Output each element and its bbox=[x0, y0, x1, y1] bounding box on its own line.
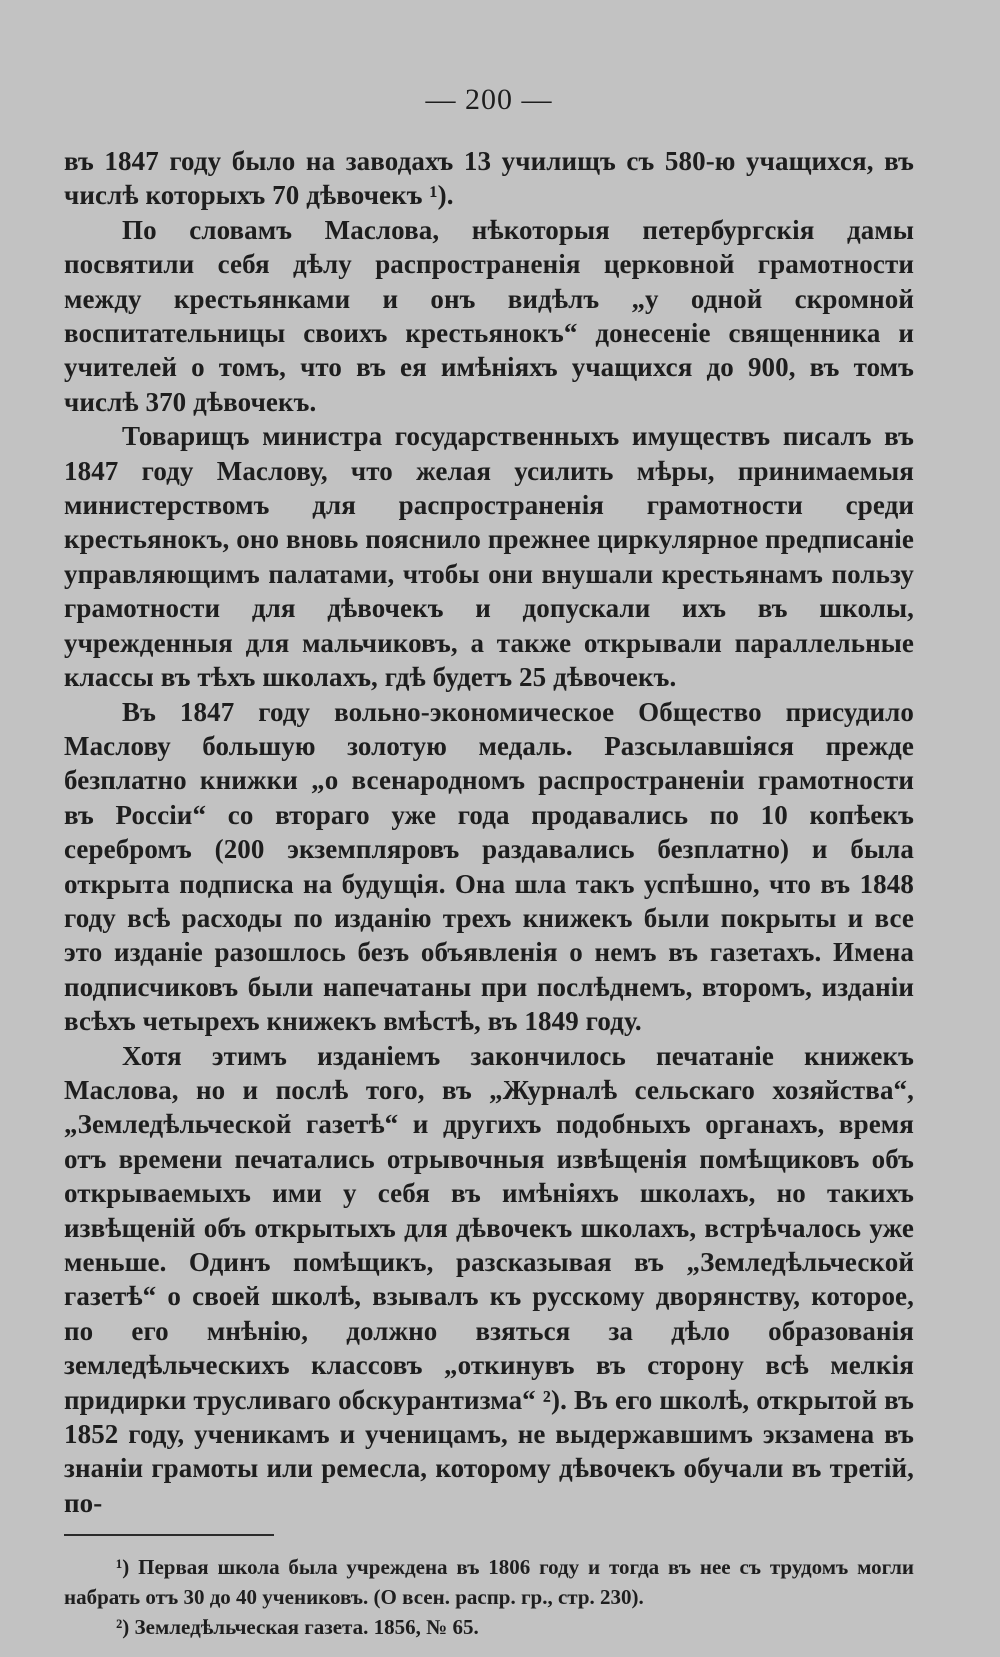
body-text bbox=[64, 144, 914, 1520]
paragraph-1: въ 1847 году было на заводахъ 13 училищъ съ 580-ю учащихся, въ числѣ которыхъ 70 дѣвочекъ ¹). bbox=[64, 146, 914, 211]
paragraph-5: Хотя этимъ изданіемъ закончилось печатаніе книжекъ Маслова, но и послѣ того, въ „Журналѣ сельскаго хозяйства“, „Земледѣльческой газетѣ“ и другихъ подобныхъ органахъ, время отъ времени печатались отрывочныя извѣщенія помѣщиковъ объ открываемыхъ ими у себя въ имѣніяхъ школахъ, но такихъ извѣщеній объ открытыхъ для дѣвочекъ школахъ, встрѣчалось уже меньше. Одинъ помѣщикъ, разсказывая въ „Земледѣльческой газетѣ“ о своей школѣ, взывалъ къ русскому дворянству, которое, по его мнѣнію, должно взяться за дѣло образованія земледѣльческихъ классовъ „откинувъ въ сторону всѣ мелкія придирки трусливаго обскурантизма“ ²). Въ его школѣ, открытой въ 1852 году, ученикамъ и ученицамъ, не выдержавшимъ экзамена въ знаніи грамоты или ремесла, которому дѣвочекъ обучали въ третій, по- bbox=[64, 1040, 914, 1518]
paragraph-4: Въ 1847 году вольно-экономическое Общество присудило Маслову большую золотую медаль. Разсылавшіяся прежде безплатно книжки „о всенародномъ распространеніи грамотности въ Россіи“ со втораго уже года продавались по 10 копѣекъ серебромъ (200 экземпляровъ раздавались безплатно) и была открыта подписка на будущія. Она шла такъ успѣшно, что въ 1848 году всѣ расходы по изданію трехъ книжекъ были покрыты и все это изданіе разошлось безъ объявленія о немъ въ газетахъ. Имена подписчиковъ были напечатаны при послѣднемъ, второмъ, изданіи всѣхъ четырехъ книжекъ вмѣстѣ, въ 1849 году. bbox=[64, 696, 914, 1037]
footnote-separator bbox=[64, 1534, 274, 1536]
footnotes bbox=[64, 1552, 914, 1642]
page-number: — 200 — bbox=[425, 83, 553, 116]
paragraph-2: По словамъ Маслова, нѣкоторыя петербургскія дамы посвятили себя дѣлу распространенія церковной грамотности между крестьянками и онъ видѣлъ „у одной скромной воспитательницы своихъ крестьянокъ“ донесеніе священника и учителей о томъ, что въ ея имѣніяхъ учащихся до 900, въ томъ числѣ 370 дѣвочекъ. bbox=[64, 214, 914, 417]
paragraph-3: Товарищъ министра государственныхъ имуществъ писалъ въ 1847 году Маслову, что желая усилить мѣры, принимаемыя министерствомъ для распространенія грамотности среди крестьянокъ, оно вновь пояснило прежнее циркулярное предписаніе управляющимъ палатами, чтобы они внушали крестьянамъ пользу грамотности для дѣвочекъ и допускали ихъ въ школы, учрежденныя для мальчиковъ, а также открывали параллельные классы въ тѣхъ школахъ, гдѣ будетъ 25 дѣвочекъ. bbox=[64, 421, 914, 693]
footnote-1: ¹) Первая школа была учреждена въ 1806 году и тогда въ нее съ трудомъ могли набрать отъ 30 до 40 учениковъ. (О всен. распр. гр., стр. 230). bbox=[64, 1555, 914, 1610]
footnote-2: ²) Земледѣльческая газета. 1856, № 65. bbox=[116, 1615, 479, 1640]
